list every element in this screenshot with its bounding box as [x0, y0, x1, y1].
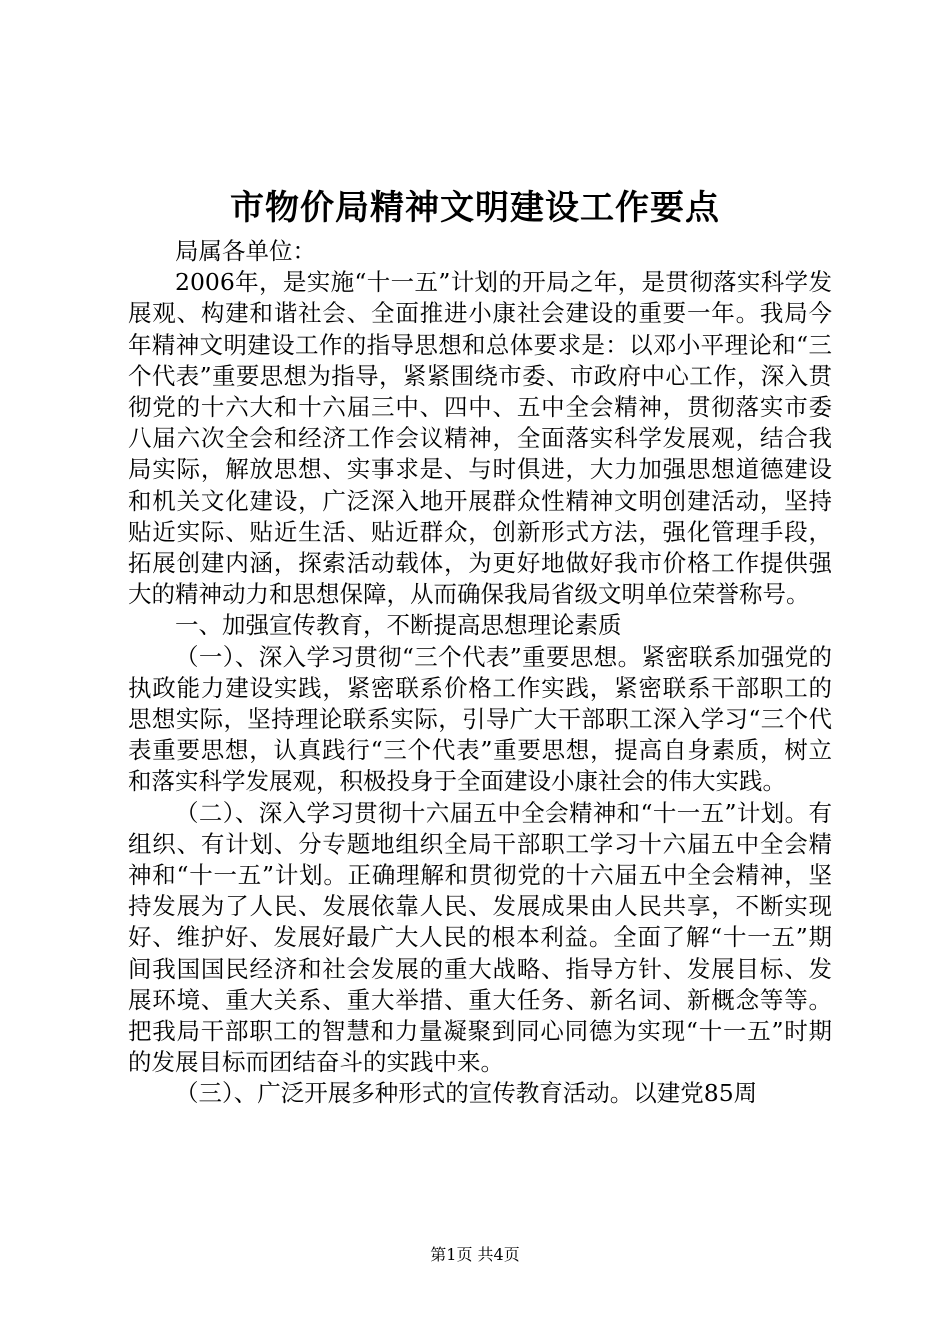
- salutation: 局属各单位：: [175, 237, 316, 265]
- paragraph-item-2: （二）、深入学习贯彻十六届五中全会精神和“十一五”计划。有组织、有计划、分专题地组织全局干部职工学习十六届五中全会精神和“十一五”计划。正确理解和贯彻党的十六届五中全会精神，坚持发展为了人民、发展依靠人民、发展成果由人民共享，不断实现好、维护好、发展好最广大人民的根本利益。全面了解“十一五”期间我国国民经济和社会发展的重大战略、指导方针、发展目标、发展环境、重大关系、重大举措、重大任务、新名词、新概念等等。把我局干部职工的智慧和力量凝聚到同心同德为实现“十一五”时期的发展目标而团结奋斗的实践中来。: [128, 798, 832, 1077]
- paragraph-item-1: （一）、深入学习贯彻“三个代表”重要思想。紧密联系加强党的执政能力建设实践，紧密联系价格工作实践，紧密联系干部职工的思想实际，坚持理论联系实际，引导广大干部职工深入学习“三个代表重要思想，认真践行“三个代表”重要思想，提高自身素质，树立和落实科学发展观，积极投身于全面建设小康社会的伟大实践。: [128, 642, 832, 796]
- page-footer: 第1页 共4页: [430, 1245, 520, 1264]
- paragraph-item-3: （三）、广泛开展多种形式的宣传教育活动。以建党85周: [175, 1079, 758, 1108]
- document-title: 市物价局精神文明建设工作要点: [230, 188, 720, 228]
- document-body: [128, 236, 832, 1110]
- paragraph-intro: 2006年，是实施“十一五”计划的开局之年，是贯彻落实科学发展观、构建和谐社会、全面推进小康社会建设的重要一年。我局今年精神文明建设工作的指导思想和总体要求是：以邓小平理论和“三个代表”重要思想为指导，紧紧围绕市委、市政府中心工作，深入贯彻党的十六大和十六届三中、四中、五中全会精神，贯彻落实市委八届六次全会和经济工作会议精神，全面落实科学发展观，结合我局实际，解放思想、实事求是、与时俱进，大力加强思想道德建设和机关文化建设，广泛深入地开展群众性精神文明创建活动，坚持贴近实际、贴近生活、贴近群众，创新形式方法，强化管理手段，拓展创建内涵，探索活动载体，为更好地做好我市价格工作提供强大的精神动力和思想保障，从而确保我局省级文明单位荣誉称号。: [128, 268, 832, 609]
- section-heading-1: 一、加强宣传教育，不断提高思想理论素质: [175, 611, 622, 640]
